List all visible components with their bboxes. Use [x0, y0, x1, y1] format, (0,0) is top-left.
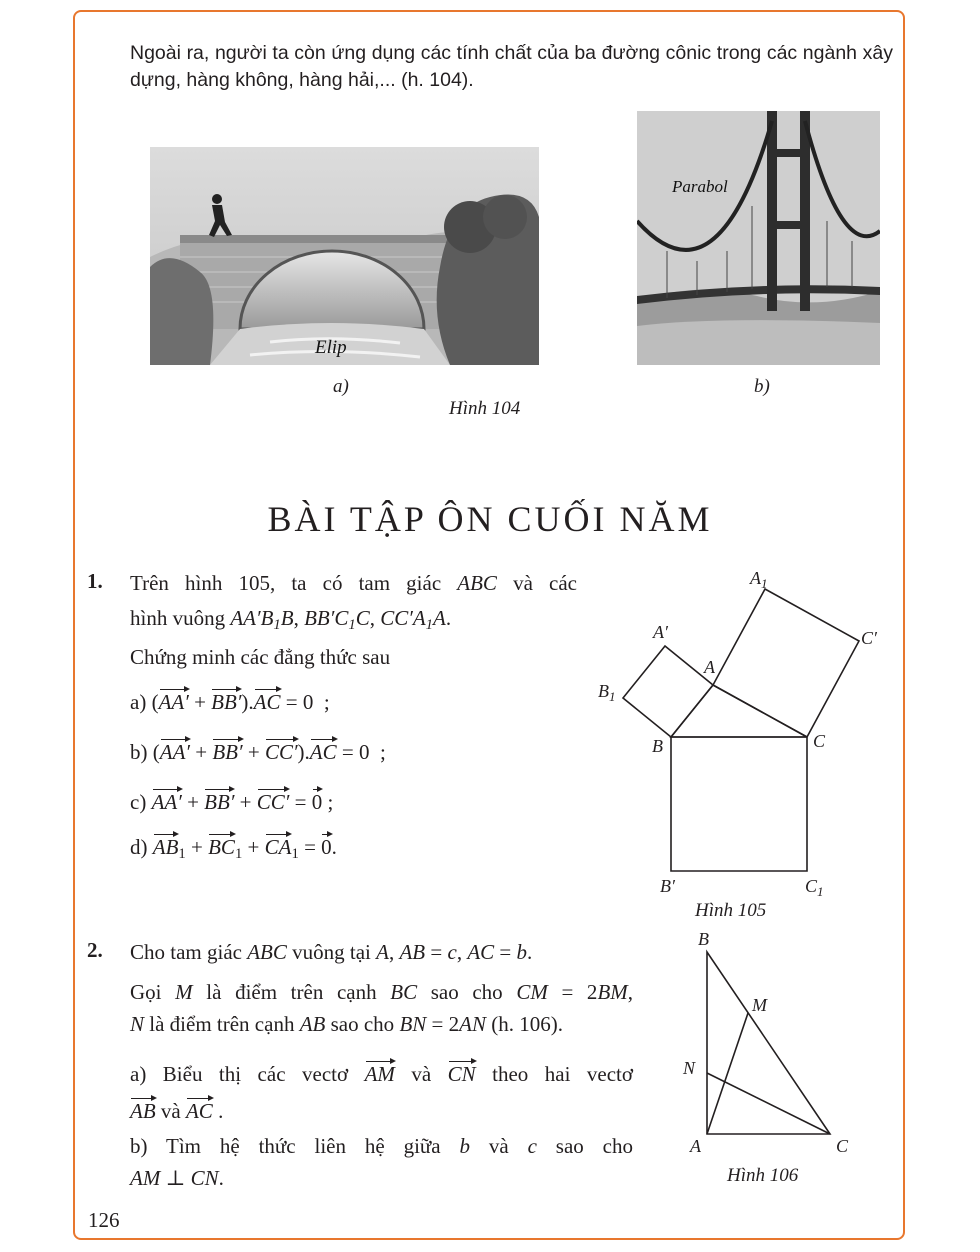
label-elip: Elip [315, 337, 347, 358]
ex2-item-a-line-2: AB và AC . [130, 1094, 223, 1125]
figure-105-diagram [590, 560, 900, 930]
label-A: A [704, 657, 715, 677]
label-B-fig106: B [698, 929, 709, 949]
label-A-fig106: A [690, 1136, 701, 1156]
label-M: M [752, 995, 767, 1015]
subcaption-a: a) [333, 376, 349, 397]
ex2-line-2: Gọi M là điểm trên cạnh BC sao cho CM = 2BM, [130, 980, 634, 1004]
subcaption-b: b) [754, 376, 770, 397]
label-B1: $B_1$ [598, 681, 616, 704]
label-C-fig106: C [836, 1136, 849, 1156]
exercise-1-number: 1. [87, 569, 103, 593]
ex1-item-d: d) $AB_1 + BC_1 + CA_1 = 0$. [130, 830, 337, 861]
label-C1: $C_1$ [805, 876, 824, 899]
label-B: B [652, 736, 663, 756]
figure-106-caption: Hình 106 [727, 1165, 799, 1186]
ex2-line-3: N là điểm trên cạnh AB sao cho BN = 2AN (h. 106). [130, 1012, 563, 1036]
ex1-item-a: a) (AA′ + BB′).AC = 0 ; [130, 685, 330, 716]
label-N: N [683, 1058, 696, 1078]
figure-106-diagram [675, 925, 875, 1165]
ex1-prove-line: Chứng minh các đẳng thức sau [130, 645, 391, 669]
label-A-prime: A′ [653, 622, 668, 642]
figure-104b-parabol-bridge [637, 111, 880, 365]
label-parabol: Parabol [672, 177, 728, 196]
intro-paragraph: Ngoài ra, người ta còn ứng dụng các tính chất của ba đường cônic trong các ngành xây dựng, hàng không, hàng hải,... (h. 104). [130, 42, 893, 91]
label-A1: $A_1$ [750, 568, 768, 591]
label-C: C [813, 731, 826, 751]
ex1-item-c: c) AA′ + BB′ + CC′ = 0 ; [130, 785, 333, 816]
page-number: 126 [88, 1208, 120, 1232]
figure-104a-elip-bridge [150, 147, 539, 365]
ex2-item-a-line-1: a) Biểu thị các vectơ AM và CN theo hai vectơ [130, 1057, 633, 1088]
ex1-line-2: hình vuông $AA'B_1B$, $BB'C_1C$, $CC'A_1A$. [130, 606, 452, 633]
ex2-line-1: Cho tam giác ABC vuông tại A, AB = c, AC = b. [130, 940, 533, 964]
exercise-2-number: 2. [87, 938, 103, 962]
ex2-item-b-line-1: b) Tìm hệ thức liên hệ giữa b và c sao cho [130, 1134, 633, 1158]
figure-104-caption: Hình 104 [449, 398, 521, 419]
ex1-item-b: b) (AA′ + BB′ + CC′).AC = 0 ; [130, 735, 386, 766]
label-C-prime: C′ [861, 628, 877, 648]
label-B-prime: B′ [660, 876, 675, 896]
section-title: BÀI TẬP ÔN CUỐI NĂM [267, 499, 713, 539]
ex1-line-1: Trên hình 105, ta có tam giác ABC và các [130, 571, 577, 595]
ex2-item-b-line-2: AM ⊥ CN. [130, 1166, 224, 1190]
figure-105-caption: Hình 105 [695, 900, 767, 921]
